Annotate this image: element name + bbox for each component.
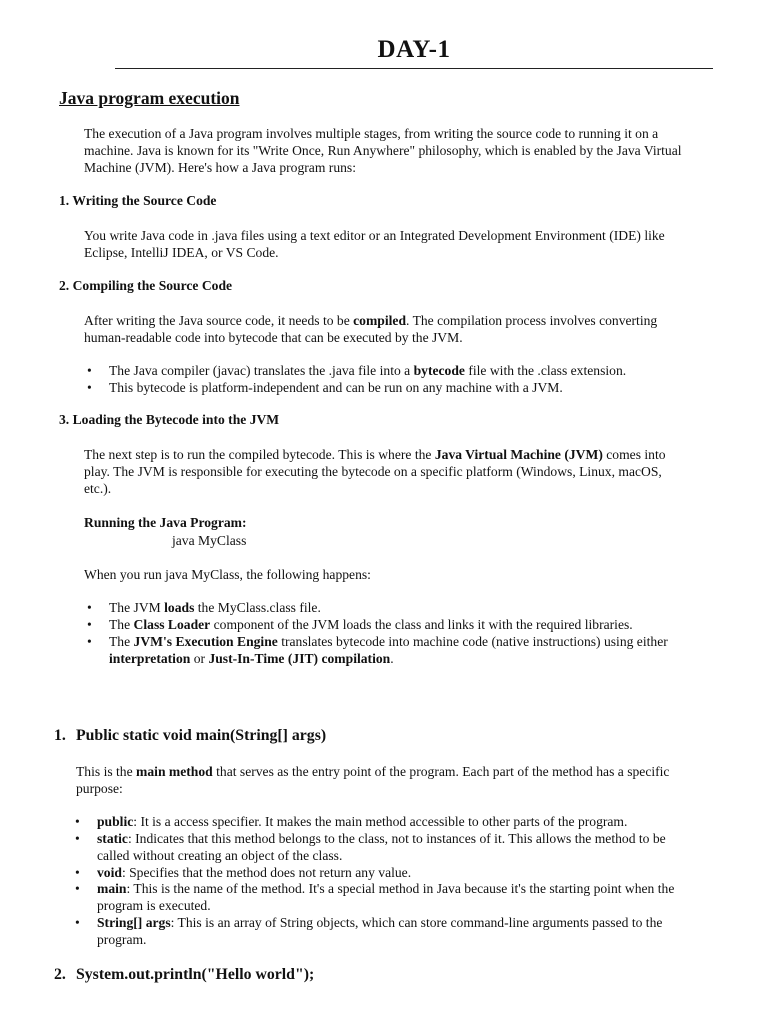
bullet-icon: •: [87, 634, 92, 649]
bullet-icon: •: [75, 814, 80, 829]
step-heading-loading: 3. Loading the Bytecode into the JVM: [59, 412, 280, 427]
bullet-icon: •: [87, 363, 92, 378]
title-rule: [115, 68, 713, 69]
list-item: • The JVM's Execution Engine translates bytecode into machine code (native instructions) using either interpretation or Just-In-Time (JIT) compilation.: [87, 634, 668, 666]
loading-paragraph: [84, 446, 666, 497]
page-title: DAY-1: [377, 36, 451, 63]
para-line: After writing the Java source code, it needs to be compiled. The compilation process involves converting: [84, 313, 658, 328]
para-line: The next step is to run the compiled bytecode. This is where the Java Virtual Machine (JVM) comes into: [84, 447, 666, 462]
bullet-icon: •: [75, 915, 80, 930]
bullet-icon: •: [75, 881, 80, 896]
bullet-icon: •: [87, 600, 92, 615]
step-heading-writing: 1. Writing the Source Code: [59, 193, 217, 208]
command-text: java MyClass: [172, 533, 247, 548]
numbered-heading-println: 2. System.out.println("Hello world");: [54, 966, 315, 983]
list-item: • The JVM loads the MyClass.class file.: [87, 600, 321, 615]
list-item: • static: Indicates that this method belongs to the class, not to instances of it. This allows the method to be called without creating an object of the class.: [75, 831, 666, 863]
bullet-icon: •: [87, 380, 92, 395]
bullet-icon: •: [87, 617, 92, 632]
when-paragraph: When you run java MyClass, the following happens:: [84, 567, 371, 582]
para-line: purpose:: [76, 781, 123, 796]
list-item: • This bytecode is platform-independent and can be run on any machine with a JVM.: [87, 380, 563, 395]
list-item: • The Class Loader component of the JVM loads the class and links it with the required libraries.: [87, 617, 633, 632]
para-line: This is the main method that serves as the entry point of the program. Each part of the method has a specific: [76, 764, 670, 779]
step-heading-compiling: 2. Compiling the Source Code: [59, 278, 233, 293]
intro-line: The execution of a Java program involves multiple stages, from writing the source code to running it on a: [84, 126, 659, 141]
para-line: etc.).: [84, 481, 112, 496]
para-line: Eclipse, IntelliJ IDEA, or VS Code.: [84, 245, 279, 260]
intro-paragraph: [84, 125, 682, 176]
para-line: You write Java code in .java files using a text editor or an Integrated Development Environment (IDE) like: [84, 228, 665, 243]
list-item: • public: It is a access specifier. It makes the main method accessible to other parts of the program.: [75, 814, 628, 829]
bullet-icon: •: [75, 865, 80, 880]
list-item: • main: This is the name of the method. It's a special method in Java because it's the starting point when the program is executed.: [75, 881, 675, 913]
para-line: human-readable code into bytecode that can be executed by the JVM.: [84, 330, 463, 345]
writing-paragraph: [84, 227, 665, 261]
numbered-heading-main: 1. Public static void main(String[] args): [54, 727, 327, 744]
running-label: Running the Java Program:: [84, 515, 247, 530]
bullet-icon: •: [75, 831, 80, 846]
list-item: • String[] args: This is an array of String objects, which can store command-line arguments passed to the program.: [75, 915, 663, 947]
list-item: • The Java compiler (javac) translates the .java file into a bytecode file with the .class extension.: [87, 363, 627, 378]
list-item: • void: Specifies that the method does not return any value.: [75, 865, 412, 880]
intro-line: Machine (JVM). Here's how a Java program runs:: [84, 160, 356, 175]
para-line: play. The JVM is responsible for executing the bytecode on a specific platform (Windows, Linux, macOS,: [84, 464, 662, 479]
compiling-paragraph: [84, 312, 657, 346]
intro-line: machine. Java is known for its "Write Once, Run Anywhere" philosophy, which is enabled by the Java Virtual: [84, 143, 682, 158]
main-paragraph: [76, 763, 669, 797]
section-heading: Java program execution: [59, 88, 240, 108]
